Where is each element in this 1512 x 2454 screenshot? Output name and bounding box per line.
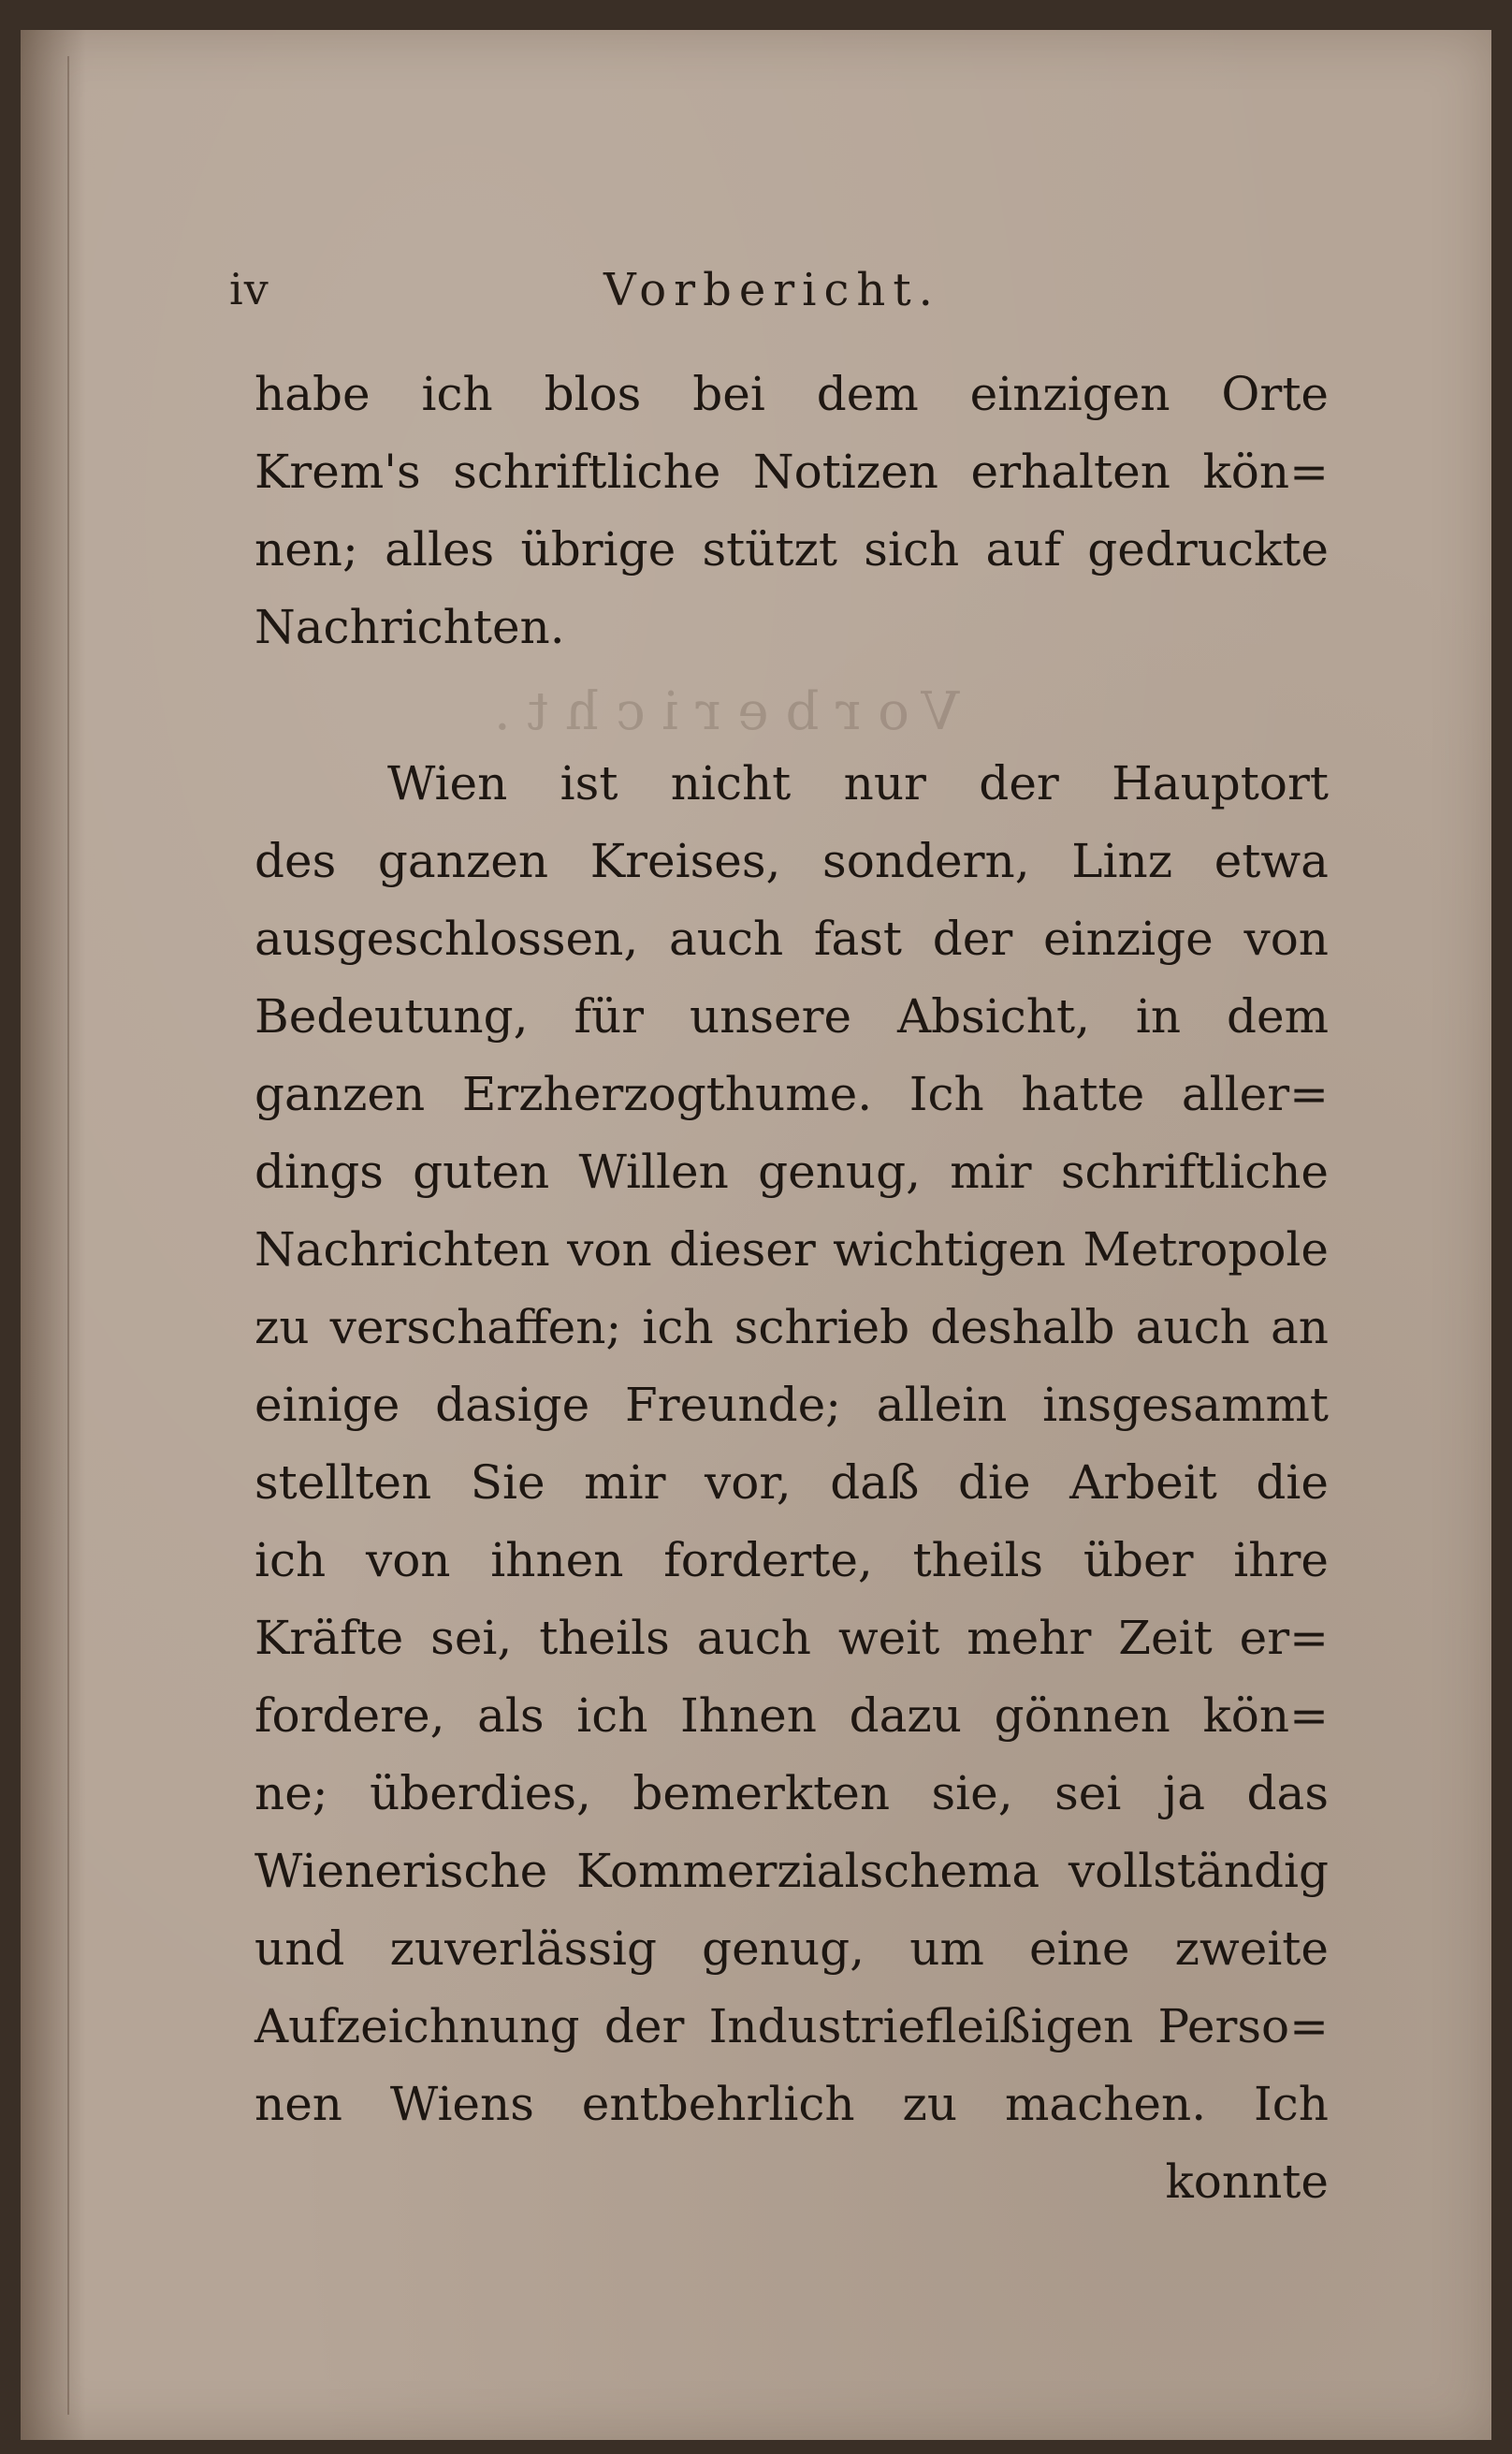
page-gutter-shadow <box>21 30 86 2440</box>
text-line: dings guten Willen genug, mir schriftliche <box>254 1145 1329 1199</box>
text-line: Wienerische Kommerzialschema vollständig <box>254 1844 1329 1898</box>
text-line: Nachrichten von dieser wichtigen Metropole <box>254 1222 1329 1277</box>
text-line: ausgeschlossen, auch fast der einzige von <box>254 912 1329 966</box>
text-line: stellten Sie mir vor, daß die Arbeit die <box>254 1455 1329 1510</box>
show-through-text: Vorbericht. <box>477 681 960 742</box>
text-line: ne; überdies, bemerkten sie, sei ja das <box>254 1766 1329 1820</box>
page-number: iv <box>229 264 269 314</box>
text-line: ganzen Erzherzogthume. Ich hatte aller= <box>254 1067 1329 1121</box>
text-line: Kräfte sei, theils auch weit mehr Zeit er= <box>254 1611 1329 1665</box>
text-line: fordere, als ich Ihnen dazu gönnen kön= <box>254 1688 1329 1743</box>
catchword: konnte <box>1165 2155 1329 2209</box>
text-line: einige dasige Freunde; allein insgesammt <box>254 1378 1329 1432</box>
body-text <box>254 356 1329 2221</box>
text-line: Wien ist nicht nur der Hauptort <box>387 756 1329 811</box>
page-edge-line <box>67 56 69 2415</box>
text-line: ich von ihnen forderte, theils über ihre <box>254 1533 1329 1587</box>
text-line: nen Wiens entbehrlich zu machen. Ich <box>254 2077 1329 2131</box>
running-head-title: Vorbericht. <box>603 264 940 316</box>
text-line: nen; alles übrige stützt sich auf gedruckte <box>254 522 1329 577</box>
text-line: Aufzeichnung der Industriefleißigen Perso= <box>254 1999 1329 2053</box>
text-line: habe ich blos bei dem einzigen Orte <box>254 367 1329 421</box>
text-line: Bedeutung, für unsere Absicht, in dem <box>254 989 1329 1044</box>
text-line: des ganzen Kreises, sondern, Linz etwa <box>254 834 1329 888</box>
text-line: Nachrichten. <box>254 600 565 654</box>
text-line: und zuverlässig genug, um eine zweite <box>254 1921 1329 1976</box>
text-line: Krem's schriftliche Notizen erhalten kön= <box>254 445 1329 499</box>
paragraph-gap <box>254 666 1329 745</box>
text-line: zu verschaffen; ich schrieb deshalb auch an <box>254 1300 1329 1354</box>
running-head <box>229 264 1333 320</box>
